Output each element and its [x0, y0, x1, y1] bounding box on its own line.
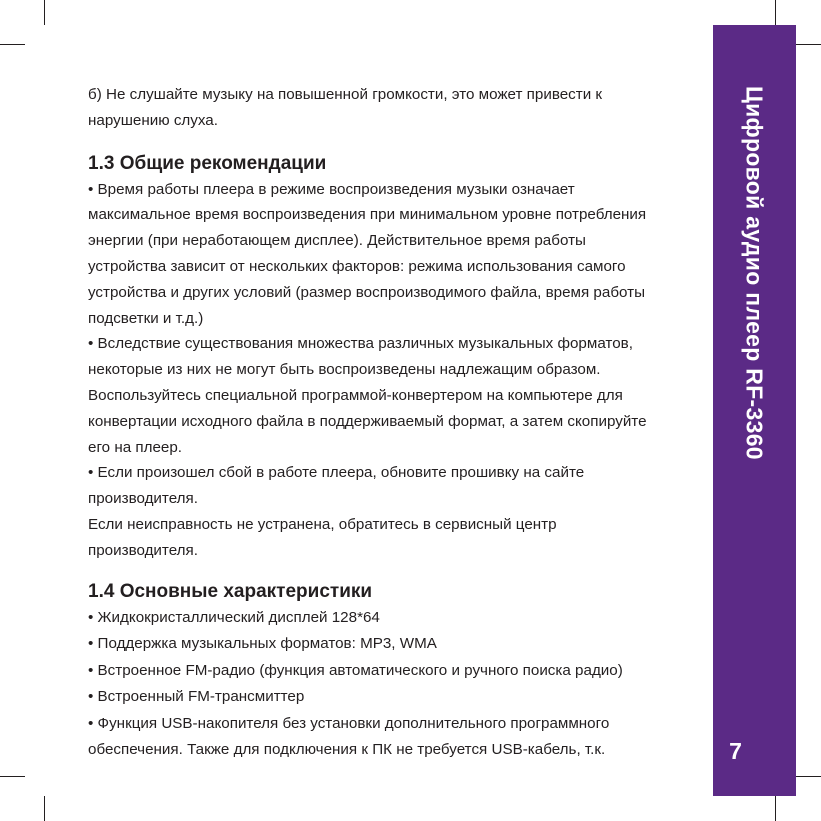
crop-mark-top-left-horizontal: [0, 44, 25, 45]
crop-mark-top-right-vertical: [775, 0, 776, 25]
text-line: • Вследствие существования множества различных музыкальных форматов,: [88, 335, 633, 353]
list-item: • Жидкокристаллический дисплей 128*64: [88, 608, 380, 626]
text-line: энергии (при неработающем дисплее). Действительное время работы: [88, 232, 586, 250]
general-recommendations-body: [88, 177, 698, 564]
crop-mark-bottom-right-vertical: [775, 796, 776, 821]
section-heading-general-recommendations: 1.3 Общие рекомендации: [88, 152, 327, 174]
text-line: устройства и других условий (размер воспроизводимого файла, время работы: [88, 283, 645, 301]
text-line: • Если произошел сбой в работе плеера, обновите прошивку на сайте: [88, 464, 585, 482]
list-item: обеспечения. Также для подключения к ПК не требуется USB-кабель, т.к.: [88, 741, 606, 759]
intro-line: нарушению слуха.: [88, 111, 218, 129]
text-line: конвертации исходного файла в поддерживаемый формат, а затем скопируйте: [88, 412, 647, 430]
page-number: 7: [729, 738, 742, 764]
main-features-list: [88, 605, 698, 764]
crop-mark-top-left-vertical: [44, 0, 45, 25]
text-line: Воспользуйтесь специальной программой-конвертером на компьютере для: [88, 386, 623, 404]
text-line: его на плеер.: [88, 438, 183, 456]
page-content: [88, 82, 698, 764]
text-line: подсветки и т.д.): [88, 309, 204, 327]
text-line: производителя.: [88, 490, 198, 508]
crop-mark-bottom-left-horizontal: [0, 776, 25, 777]
text-line: Если неисправность не устранена, обратитесь в сервисный центр: [88, 515, 557, 533]
side-tab-title: Цифровой аудио плеер RF-3360: [741, 86, 768, 460]
crop-mark-bottom-right-horizontal: [796, 776, 821, 777]
text-line: • Время работы плеера в режиме воспроизведения музыки означает: [88, 180, 575, 198]
list-item: • Встроенный FM-трансмиттер: [88, 688, 305, 706]
text-line: максимальное время воспроизведения при минимальном уровне потребления: [88, 206, 647, 224]
section-heading-main-features: 1.4 Основные характеристики: [88, 580, 373, 602]
list-item: • Функция USB-накопителя без установки дополнительного программного: [88, 714, 610, 732]
text-line: некоторые из них не могут быть воспроизведены надлежащим образом.: [88, 361, 601, 379]
crop-mark-bottom-left-vertical: [44, 796, 45, 821]
text-line: устройства зависит от нескольких факторов: режима использования самого: [88, 257, 626, 275]
crop-mark-top-right-horizontal: [796, 44, 821, 45]
list-item: • Встроенное FM-радио (функция автоматического и ручного поиска радио): [88, 661, 623, 679]
list-item: • Поддержка музыкальных форматов: MP3, WMA: [88, 635, 437, 653]
intro-line: б) Не слушайте музыку на повышенной громкости, это может привести к: [88, 86, 603, 103]
text-line: производителя.: [88, 541, 198, 559]
